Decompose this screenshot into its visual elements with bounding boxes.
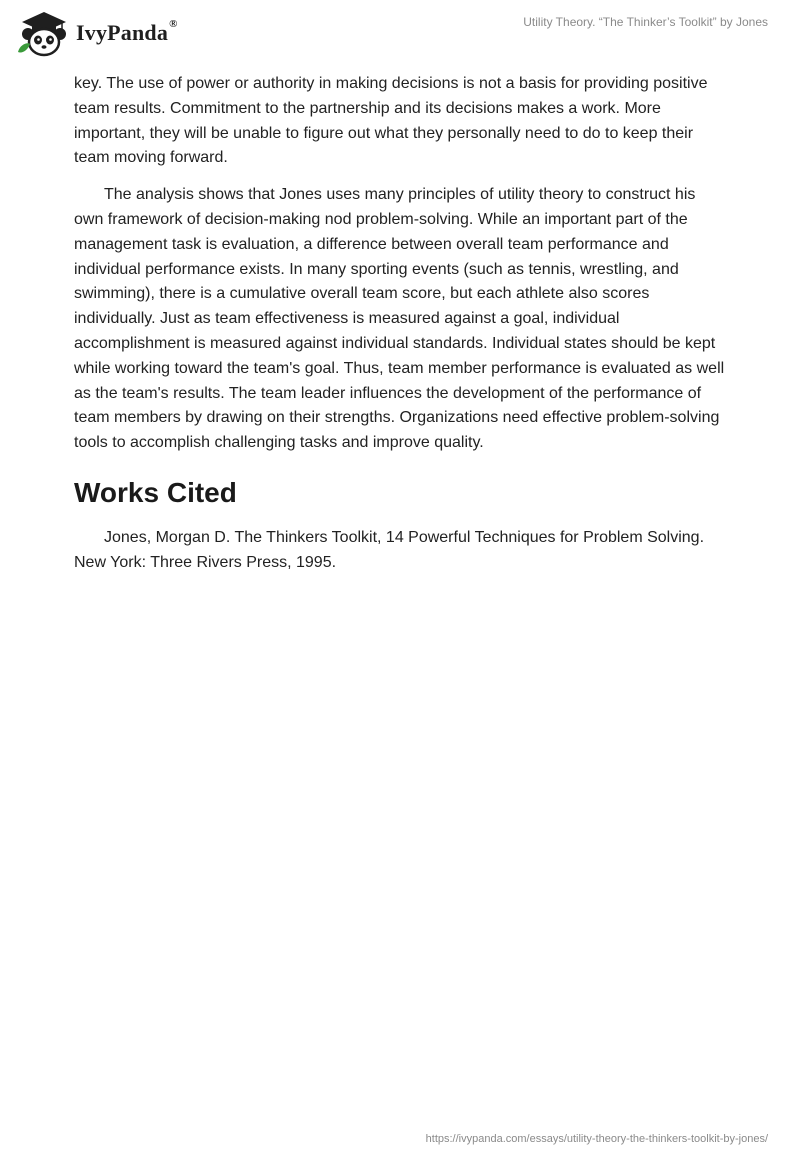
panda-graduation-cap-icon (14, 8, 72, 58)
registered-mark: ® (169, 18, 178, 30)
body-paragraph: key. The use of power or authority in making decisions is not a basis for providing positive team results. Commitment to the partnership and its decisions makes a work. More important, they will be unable to figure out what they personally need to do to keep their team moving forward. (74, 75, 708, 167)
works-cited-heading: Works Cited (74, 476, 237, 508)
running-title: Utility Theory. “The Thinker’s Toolkit” by Jones (523, 15, 768, 29)
source-url-link[interactable]: https://ivypanda.com/essays/utility-theory-the-thinkers-toolkit-by-jones/ (425, 1133, 768, 1145)
document-body (74, 72, 726, 588)
body-paragraph: The analysis shows that Jones uses many principles of utility theory to construct his own framework of decision-making nod problem-solving. While an important part of the management task is evaluation, a difference between overall team performance and individual performance exists. In many sporting events (such as tennis, wrestling, and swimming), there is a cumulative overall team score, but each athlete also scores individually. Just as team effectiveness is measured against a goal, individual accomplishment is measured against individual standards. Individual states should be kept while working toward the team's goal. Thus, team member performance is evaluated as well as the team's results. The team leader influences the development of the performance of team members by drawing on their strengths. Organizations need effective problem-solving tools to accomplish challenging tasks and improve quality. (74, 186, 725, 452)
page-header (0, 0, 800, 70)
brand-name: IvyPanda® (76, 18, 178, 45)
brand-logo[interactable] (14, 8, 178, 58)
citation-entry: Jones, Morgan D. The Thinkers Toolkit, 14 Powerful Techniques for Problem Solving. New York: Three Rivers Press, 1995. (74, 528, 705, 571)
